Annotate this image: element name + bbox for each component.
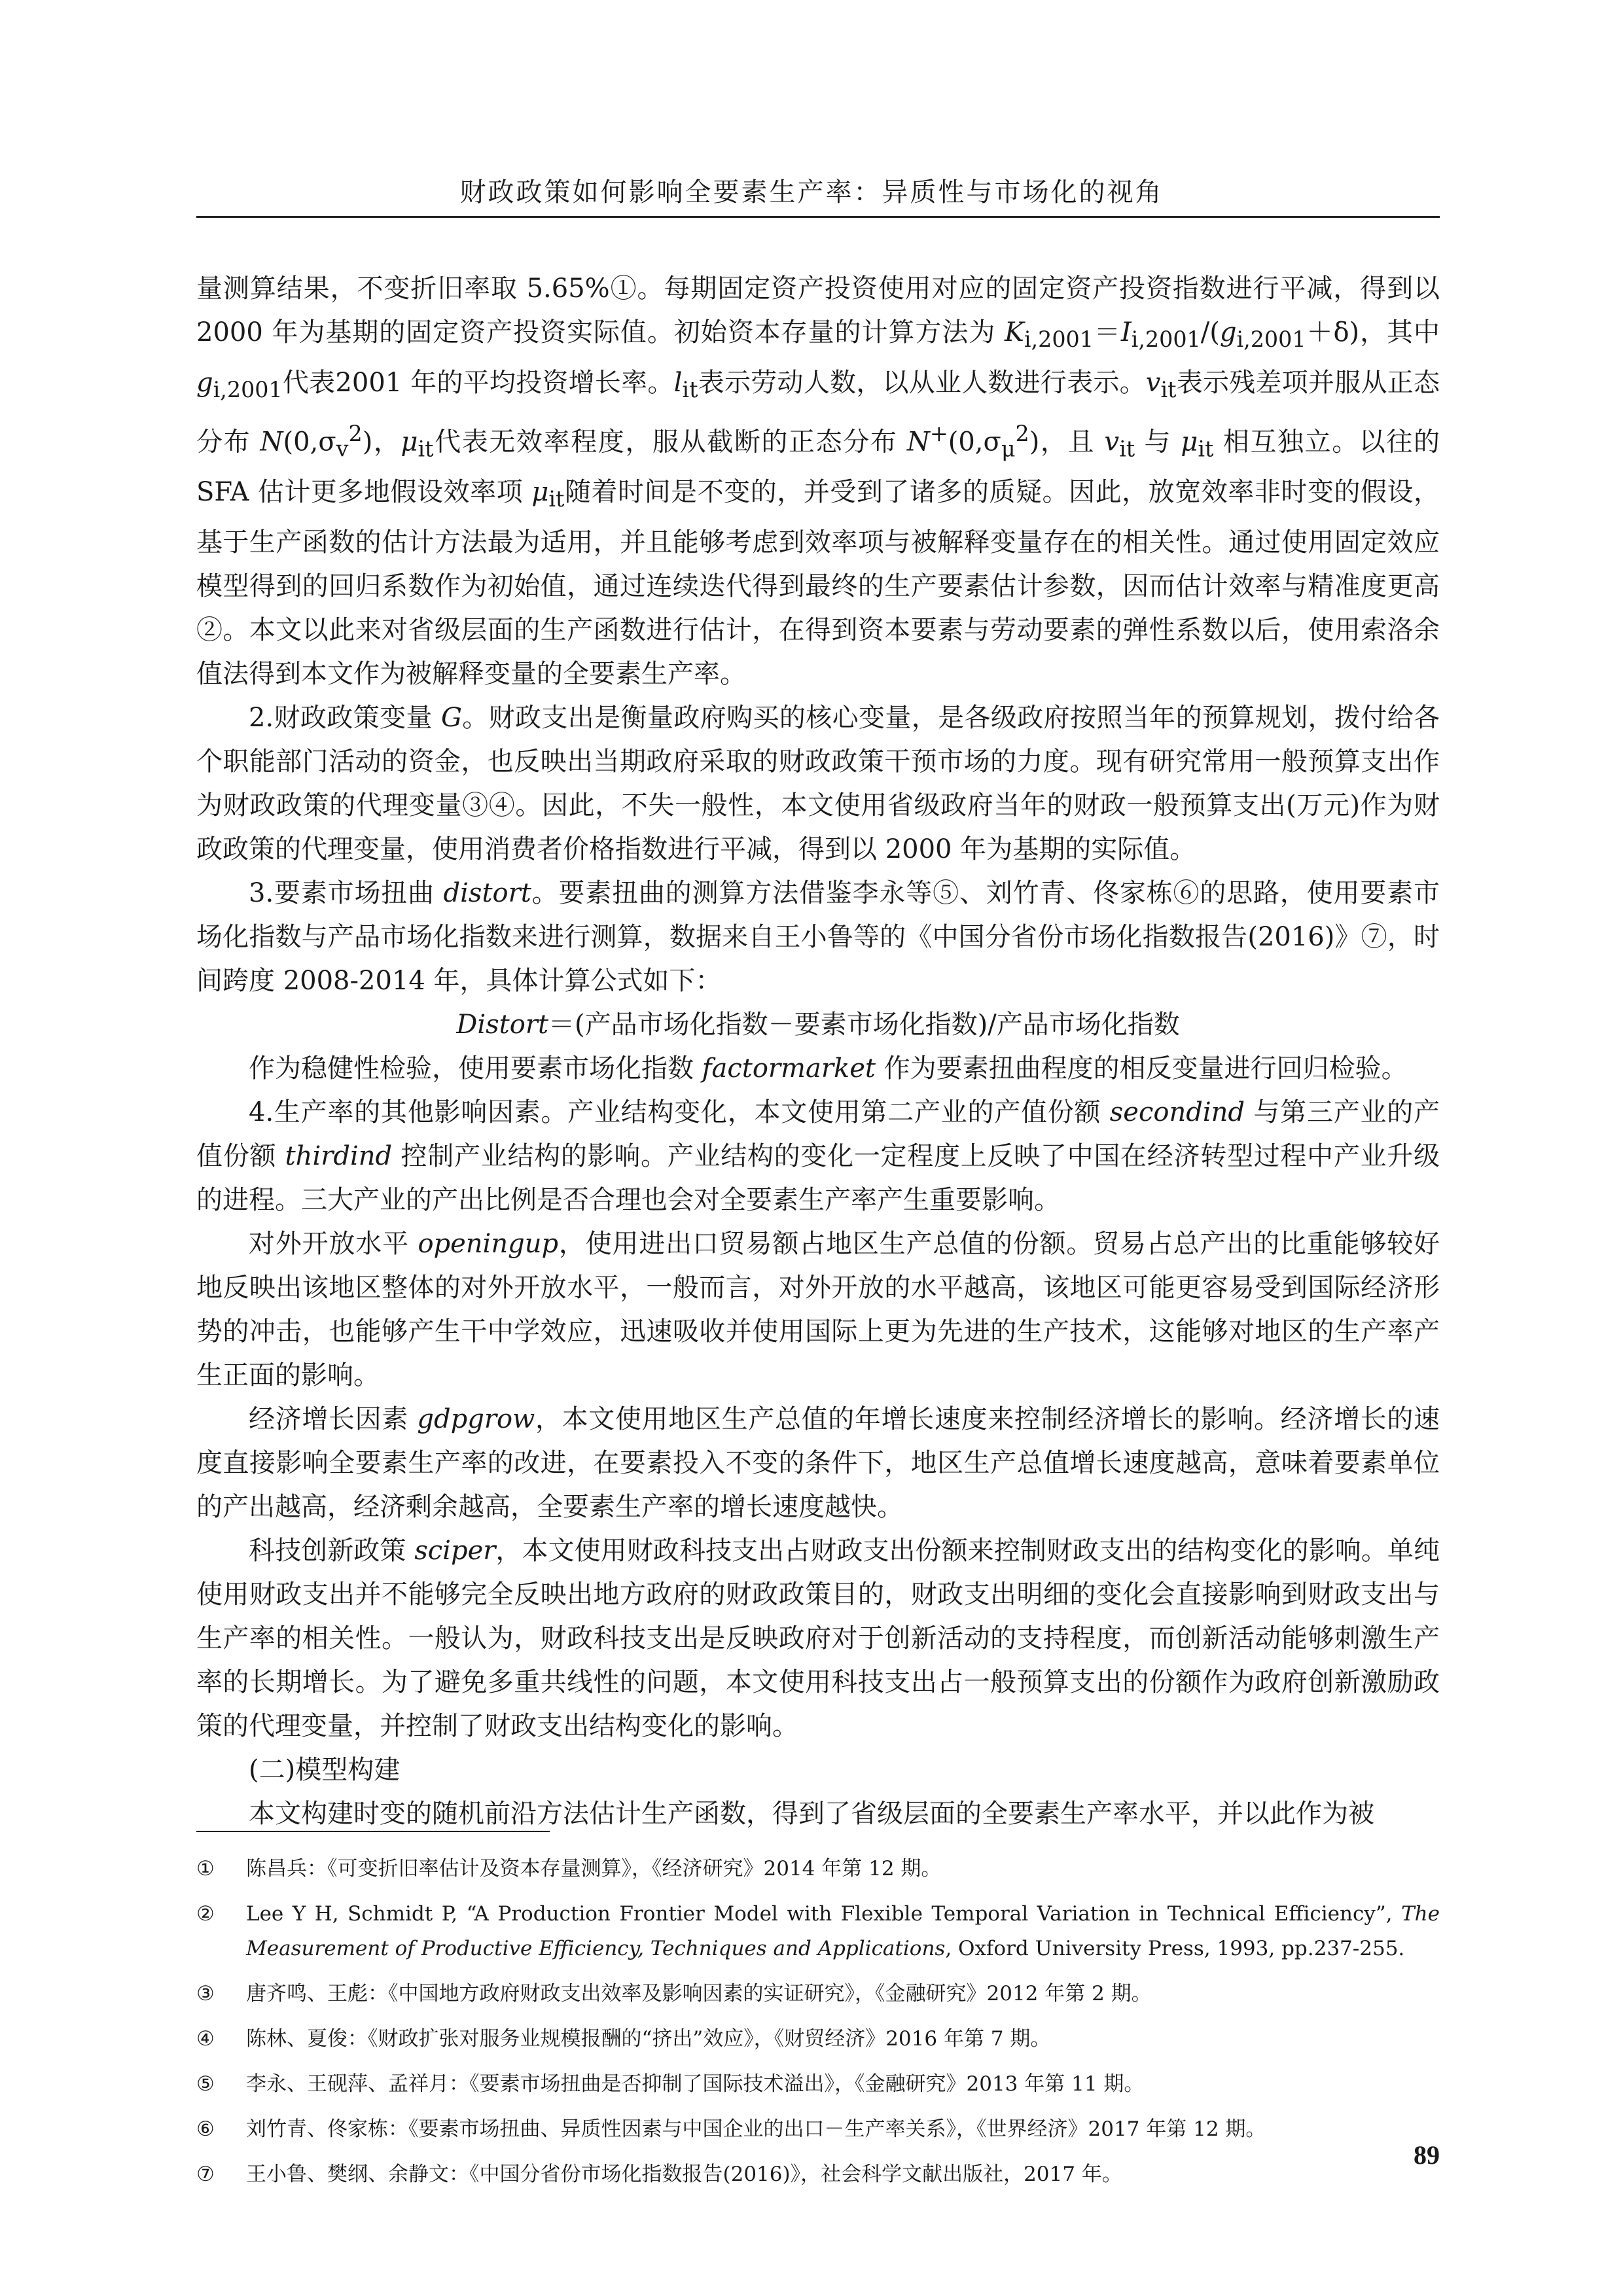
text-run: )， bbox=[362, 427, 401, 457]
text-run: 科技创新政策 bbox=[249, 1536, 415, 1566]
footnote-mark: ⑤ bbox=[196, 2072, 215, 2096]
superscript-run: 2 bbox=[1015, 421, 1029, 446]
footnote-mark: ⑥ bbox=[196, 2117, 215, 2141]
text-run: 唐齐鸣、王彪：《中国地方政府财政支出效率及影响因素的实证研究》，《金融研究》2012 年第 2 期。 bbox=[246, 1982, 1152, 2005]
subscript-run: it bbox=[1119, 436, 1135, 462]
text-run: /( bbox=[1200, 317, 1220, 347]
italic-run: μ bbox=[1181, 427, 1198, 457]
text-run: ，本文使用地区生产总值的年增长速度来控制经济增长的影响。经济增长的速度直接影响全要素生产率的改进，在要素投入不变的条件下，地区生产总值增长速度越高，意味着要素单位的产出越高，经济剩余越高，全要素生产率的增长速度越快。 bbox=[196, 1404, 1440, 1523]
text-run: 与第三产业的产值份额 bbox=[196, 1097, 1440, 1172]
italic-run: secondind bbox=[1109, 1097, 1245, 1128]
subscript-run: i,2001 bbox=[1131, 327, 1201, 352]
text-run: 王小鲁、樊纲、余静文：《中国分省份市场化指数报告(2016)》，社会科学文献出版社，2017 年。 bbox=[246, 2163, 1122, 2186]
text-run: 4.生产率的其他影响因素。产业结构变化，本文使用第二产业的产值份额 bbox=[249, 1097, 1110, 1128]
footnote bbox=[196, 2067, 1440, 2102]
footnote-rule bbox=[196, 1831, 550, 1832]
text-run: 。要素扭曲的测算方法借鉴李永等⑤、刘竹青、佟家栋⑥的思路，使用要素市场化指数与产品市场化指数来进行测算，数据来自王小鲁等的《中国分省份市场化指数报告(2016)》⑦，时间跨度 2008-2014 年，具体计算公式如下： bbox=[196, 878, 1440, 997]
text-run: 对外开放水平 bbox=[249, 1229, 418, 1260]
italic-run: N bbox=[260, 427, 283, 457]
text-run: 经济增长因素 bbox=[249, 1404, 418, 1435]
text-run: 控制产业结构的影响。产业结构的变化一定程度上反映了中国在经济转型过程中产业升级的进程。三大产业的产出比例是否合理也会对全要素生产率产生重要影响。 bbox=[196, 1141, 1440, 1216]
text-run: 量测算结果，不变折旧率取 5.65%①。每期固定资产投资使用对应的固定资产投资指数进行平减，得到以 2000 年为基期的固定资产投资实际值。初始资本存量的计算方法为 bbox=[196, 274, 1440, 347]
text-run: 作为要素扭曲程度的相反变量进行回归检验。 bbox=[875, 1053, 1408, 1084]
footnote bbox=[196, 1852, 1440, 1886]
subscript-run: it bbox=[418, 436, 434, 462]
paragraph bbox=[196, 1398, 1440, 1529]
text-run: 表示劳动人数，以从业人数进行表示。 bbox=[698, 368, 1146, 398]
italic-run: G bbox=[440, 703, 462, 733]
text-run: 相互独立。以往的 SFA 估计更多地假设效率项 bbox=[196, 427, 1440, 508]
footnote-text bbox=[246, 1897, 1440, 1966]
paragraph bbox=[196, 267, 1440, 696]
italic-run: distort bbox=[443, 878, 531, 909]
footnote-mark: ④ bbox=[196, 2027, 215, 2051]
text-run: (0,σ bbox=[948, 427, 1001, 457]
subscript-run: it bbox=[1198, 436, 1214, 462]
text-run: 2.财政政策变量 bbox=[249, 703, 441, 733]
superscript-run: + bbox=[929, 421, 948, 446]
paragraph bbox=[196, 1222, 1440, 1398]
italic-run: sciper bbox=[414, 1536, 496, 1566]
footnote bbox=[196, 2112, 1440, 2147]
italic-run: Distort bbox=[456, 1010, 549, 1040]
italic-run: μ bbox=[531, 477, 549, 508]
text-run: ，使用进出口贸易额占地区生产总值的份额。贸易占总产出的比重能够较好地反映出该地区整体的对外开放水平，一般而言，对外开放的水平越高，该地区可能更容易受到国际经济形势的冲击，也能够产生干中学效应，迅速吸收并使用国际上更为先进的生产技术，这能够对地区的生产率产生正面的影响。 bbox=[196, 1229, 1440, 1391]
paragraph bbox=[196, 872, 1440, 1003]
subscript-run: i,2001 bbox=[213, 377, 283, 402]
text-run: 李永、王砚萍、孟祥月：《要素市场扭曲是否抑制了国际技术溢出》，《金融研究》2013 年第 11 期。 bbox=[246, 2072, 1145, 2096]
footnote bbox=[196, 2022, 1440, 2057]
subscript-run: it bbox=[682, 377, 698, 402]
subscript-run: it bbox=[1160, 377, 1177, 402]
formula bbox=[196, 1003, 1440, 1047]
text-run: 刘竹青、佟家栋：《要素市场扭曲、异质性因素与中国企业的出口－生产率关系》，《世界经济》2017 年第 12 期。 bbox=[246, 2117, 1266, 2141]
italic-run: g bbox=[196, 368, 213, 398]
italic-run: N bbox=[906, 427, 930, 457]
text-run: (二)模型构建 bbox=[249, 1755, 401, 1786]
text-run: (0,σ bbox=[283, 427, 336, 457]
text-run: ＝ bbox=[1093, 317, 1121, 347]
italic-run: thirdind bbox=[285, 1141, 393, 1172]
paragraph bbox=[196, 1792, 1440, 1836]
italic-run: v bbox=[1145, 368, 1161, 398]
text-run: ＝(产品市场化指数－要素市场化指数)/产品市场化指数 bbox=[548, 1010, 1180, 1040]
text-run: ＋δ)，其中 bbox=[1306, 317, 1440, 347]
superscript-run: 2 bbox=[348, 421, 363, 446]
body-text bbox=[196, 267, 1440, 1836]
footnote-mark: ② bbox=[196, 1902, 215, 1926]
paragraph bbox=[196, 1047, 1440, 1091]
footnote bbox=[196, 1977, 1440, 2011]
paragraph bbox=[196, 696, 1440, 872]
footnote-mark: ⑦ bbox=[196, 2163, 215, 2186]
italic-run: l bbox=[673, 368, 683, 398]
text-run: ，本文使用财政科技支出占财政支出份额来控制财政支出的结构变化的影响。单纯使用财政支出并不能够完全反映出地方政府的财政政策目的，财政支出明细的变化会直接影响到财政支出与生产率的相关性。一般认为，财政科技支出是反映政府对于创新活动的支持程度，而创新活动能够刺激生产率的长期增长。为了避免多重共线性的问题，本文使用科技支出占一般预算支出的份额作为政府创新激励政策的代理变量，并控制了财政支出结构变化的影响。 bbox=[196, 1536, 1440, 1742]
running-title: 财政政策如何影响全要素生产率：异质性与市场化的视角 bbox=[459, 177, 1164, 207]
footnote-mark: ③ bbox=[196, 1982, 215, 2005]
text-run: 表示残差项并服从正态分布 bbox=[196, 368, 1440, 457]
italic-run: μ bbox=[401, 427, 418, 457]
text-run: )，且 bbox=[1029, 427, 1105, 457]
text-run: 代表2001 年的平均投资增长率。 bbox=[282, 368, 674, 398]
italic-run: factormarket bbox=[702, 1053, 876, 1084]
italic-run: openingup bbox=[418, 1229, 559, 1260]
footnote-text bbox=[246, 1852, 1440, 1886]
italic-run: The Measurement of Productive Efficiency, Techniques and Applications bbox=[246, 1902, 1440, 1960]
footnote-text bbox=[246, 2157, 1440, 2192]
footnote bbox=[196, 1897, 1440, 1966]
subscript-run: μ bbox=[1001, 436, 1016, 462]
subscript-run: it bbox=[548, 486, 565, 512]
paragraph bbox=[196, 1091, 1440, 1222]
italic-run: I bbox=[1120, 317, 1132, 347]
subscript-run: i,2001 bbox=[1024, 327, 1094, 352]
footnote-text bbox=[246, 2112, 1440, 2147]
italic-run: gdpgrow bbox=[417, 1404, 535, 1435]
header-rule bbox=[196, 216, 1440, 218]
text-run: Lee Y H, Schmidt P, “A Production Frontier Model with Flexible Temporal Variation in Technical Efficiency”, bbox=[246, 1902, 1401, 1926]
text-run: 3.要素市场扭曲 bbox=[249, 878, 444, 909]
text-run: 本文构建时变的随机前沿方法估计生产函数，得到了省级层面的全要素生产率水平，并以此作为被 bbox=[249, 1799, 1374, 1829]
text-run: 与 bbox=[1135, 427, 1181, 457]
footnote-text bbox=[246, 1977, 1440, 2011]
text-run: , Oxford University Press, 1993, pp.237-255. bbox=[945, 1937, 1405, 1960]
footnotes bbox=[196, 1852, 1440, 2202]
paragraph bbox=[196, 1529, 1440, 1748]
text-run: 陈昌兵：《可变折旧率估计及资本存量测算》，《经济研究》2014 年第 12 期。 bbox=[246, 1857, 942, 1881]
text-run: 。财政支出是衡量政府购买的核心变量，是各级政府按照当年的预算规划，拨付给各个职能部门活动的资金，也反映出当期政府采取的财政政策干预市场的力度。现有研究常用一般预算支出作为财政政策的代理变量③④。因此，不失一般性，本文使用省级政府当年的财政一般预算支出(万元)作为财政政策的代理变量，使用消费者价格指数进行平减，得到以 2000 年为基期的实际值。 bbox=[196, 703, 1440, 865]
text-run: 随着时间是不变的，并受到了诸多的质疑。因此，放宽效率非时变的假设，基于生产函数的估计方法最为适用，并且能够考虑到效率项与被解释变量存在的相关性。通过使用固定效应模型得到的回归系数作为初始值，通过连续迭代得到最终的生产要素估计参数，因而估计效率与精准度更高②。本文以此来对省级层面的生产函数进行估计，在得到资本要素与劳动要素的弹性系数以后，使用索洛余值法得到本文作为被解释变量的全要素生产率。 bbox=[196, 477, 1440, 690]
section-heading bbox=[196, 1748, 1440, 1792]
italic-run: v bbox=[1104, 427, 1120, 457]
text-run: 陈林、夏俊：《财政扩张对服务业规模报酬的“挤出”效应》，《财贸经济》2016 年第 7 期。 bbox=[246, 2027, 1051, 2051]
footnote-mark: ① bbox=[196, 1857, 215, 1881]
subscript-run: i,2001 bbox=[1236, 327, 1306, 352]
subscript-run: v bbox=[336, 436, 349, 462]
italic-run: K bbox=[1004, 317, 1024, 347]
footnote-text bbox=[246, 2067, 1440, 2102]
footnote bbox=[196, 2157, 1440, 2192]
page-number: 89 bbox=[1414, 2140, 1440, 2170]
footnote-text bbox=[246, 2022, 1440, 2057]
text-run: 代表无效率程度，服从截断的正态分布 bbox=[433, 427, 907, 457]
italic-run: g bbox=[1219, 317, 1237, 347]
text-run: 作为稳健性检验，使用要素市场化指数 bbox=[249, 1053, 702, 1084]
